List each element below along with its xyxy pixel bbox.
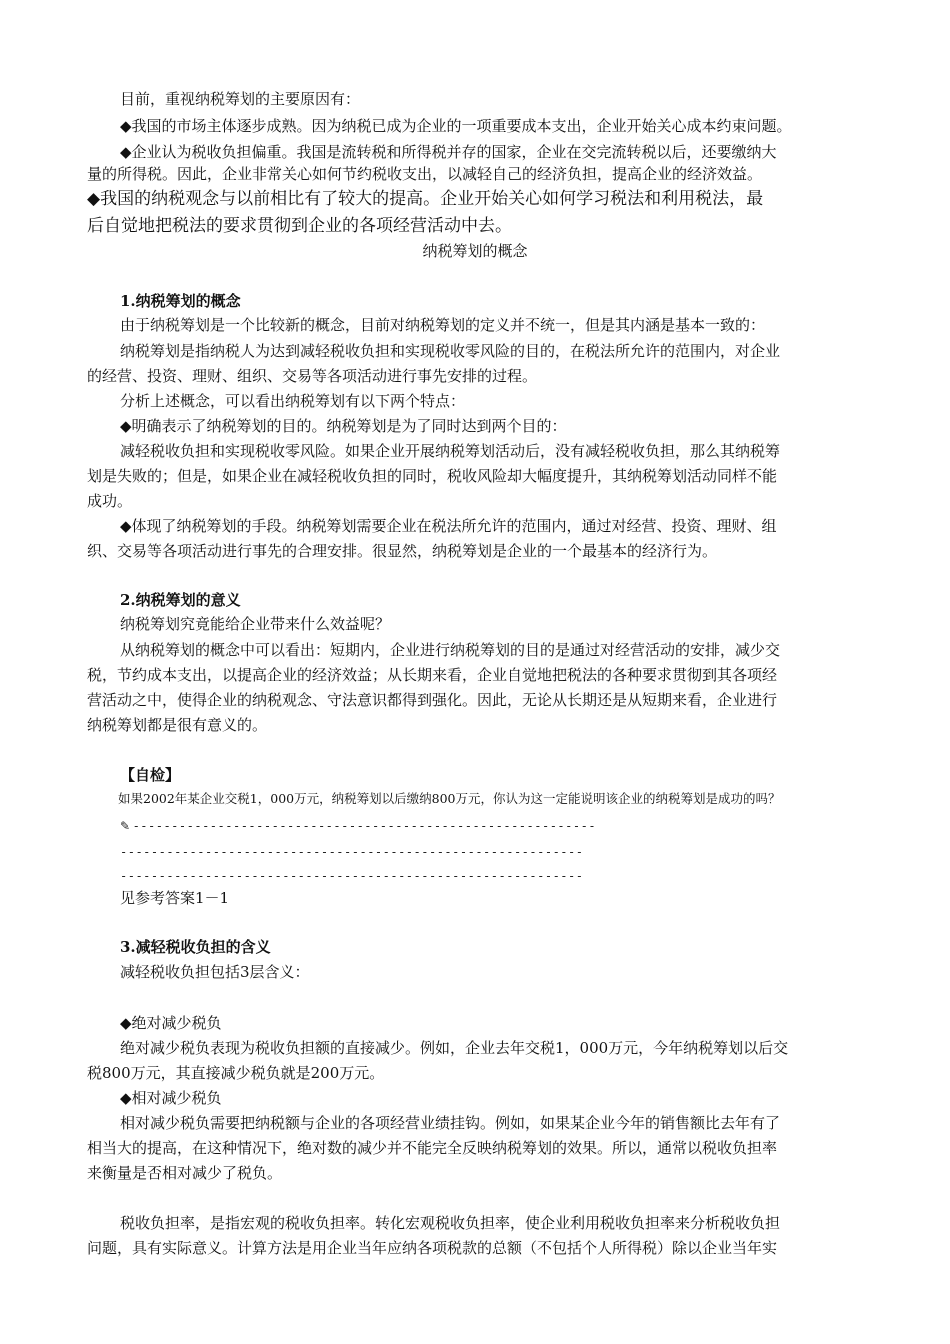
dash-line: ------------------------------------------------------------ [132, 819, 597, 833]
chapter-title: 纳税筹划的概念 [422, 242, 528, 260]
paragraph-line: 纳税筹划究竟能给企业带来什么效益呢？ [120, 615, 391, 633]
paragraph-line: 划是失败的；但是，如果企业在减轻税收负担的同时，税收风险却大幅度提升，其纳税筹划活动同样不能 [87, 467, 778, 485]
paragraph-line: 成功。 [87, 492, 133, 510]
paragraph-line: 相对减少税负需要把纳税额与企业的各项经营业绩挂钩。例如，如果某企业今年的销售额比去年有了 [120, 1114, 781, 1132]
paragraph-line: 相当大的提高，在这种情况下，绝对数的减少并不能完全反映纳税筹划的效果。所以，通常以税收负担率 [87, 1139, 778, 1157]
intro-lead: 目前，重视纳税筹划的主要原因有： [120, 90, 361, 108]
answer-line [120, 816, 596, 836]
bullet-heading: ◆相对减少税负 [120, 1089, 222, 1107]
self-check-label: 【自检】 [120, 766, 181, 784]
paragraph-line: 减轻税收负担和实现税收零风险。如果企业开展纳税筹划活动后，没有减轻税收负担，那么其纳税筹 [120, 442, 781, 460]
pen-icon: ✎ [120, 819, 131, 833]
paragraph-line: 税，节约成本支出，以提高企业的经济效益；从长期来看，企业自觉地把税法的各种要求贯彻到其各项经 [87, 666, 778, 684]
paragraph-line: 织、交易等各项活动进行事先的合理安排。很显然，纳税筹划是企业的一个最基本的经济行为。 [87, 542, 718, 560]
paragraph-line: 从纳税筹划的概念中可以看出：短期内，企业进行纳税筹划的目的是通过对经营活动的安排，减少交 [120, 641, 781, 659]
paragraph-line: 分析上述概念，可以看出纳税筹划有以下两个特点： [120, 392, 466, 410]
answer-reference: 见参考答案1－1 [120, 889, 230, 907]
section-heading: 3.减轻税收负担的含义 [120, 938, 271, 956]
section-heading: 1.纳税筹划的概念 [120, 292, 241, 310]
paragraph-line: 税收负担率，是指宏观的税收负担率。转化宏观税收负担率，使企业利用税收负担率来分析税收负担 [120, 1214, 781, 1232]
paragraph-line: 减轻税收负担包括3层含义： [120, 963, 310, 981]
dash-line: ------------------------------------------------------------ [120, 845, 584, 859]
paragraph-line: 纳税筹划都是很有意义的。 [87, 716, 268, 734]
section-heading: 2.纳税筹划的意义 [120, 591, 241, 609]
paragraph-line: 来衡量是否相对减少了税负。 [87, 1164, 283, 1182]
paragraph-line: 营活动之中，使得企业的纳税观念、守法意识都得到强化。因此，无论从长期还是从短期来看，企业进行 [87, 691, 778, 709]
intro-reason: 量的所得税。因此，企业非常关心如何节约税收支出，以减轻自己的经济负担，提高企业的经济效益。 [87, 165, 763, 183]
bullet-heading: ◆绝对减少税负 [120, 1014, 222, 1032]
paragraph-line: ◆体现了纳税筹划的手段。纳税筹划需要企业在税法所允许的范围内，通过对经营、投资、理财、组 [120, 517, 777, 535]
intro-reason: ◆企业认为税收负担偏重。我国是流转税和所得税并存的国家，企业在交完流转税以后，还要缴纳大 [120, 143, 777, 161]
paragraph-line: 的经营、投资、理财、组织、交易等各项活动进行事先安排的过程。 [87, 367, 538, 385]
paragraph-line: 税800万元，其直接减少税负就是200万元。 [87, 1064, 385, 1082]
intro-reason: ◆我国的纳税观念与以前相比有了较大的提高。企业开始关心如何学习税法和利用税法，最 [87, 189, 764, 209]
intro-reason: ◆我国的市场主体逐步成熟。因为纳税已成为企业的一项重要成本支出，企业开始关心成本约束问题。 [120, 117, 792, 135]
paragraph-line: 绝对减少税负表现为税收负担额的直接减少。例如，企业去年交税1，000万元，今年纳税筹划以后交 [120, 1039, 789, 1057]
self-check-question: 如果2002年某企业交税1，000万元，纳税筹划以后缴纳800万元，你认为这一定能说明该企业的纳税筹划是成功的吗？ [118, 791, 781, 806]
paragraph-line: ◆明确表示了纳税筹划的目的。纳税筹划是为了同时达到两个目的： [120, 417, 567, 435]
paragraph-line: 纳税筹划是指纳税人为达到减轻税收负担和实现税收零风险的目的，在税法所允许的范围内，对企业 [120, 342, 781, 360]
intro-reason: 后自觉地把税法的要求贯彻到企业的各项经营活动中去。 [87, 216, 512, 236]
paragraph-line: 问题，具有实际意义。计算方法是用企业当年应纳各项税款的总额（不包括个人所得税）除以企业当年实 [87, 1239, 778, 1257]
dash-line: ------------------------------------------------------------ [120, 869, 584, 883]
paragraph-line: 由于纳税筹划是一个比较新的概念，目前对纳税筹划的定义并不统一，但是其内涵是基本一致的： [120, 316, 766, 334]
